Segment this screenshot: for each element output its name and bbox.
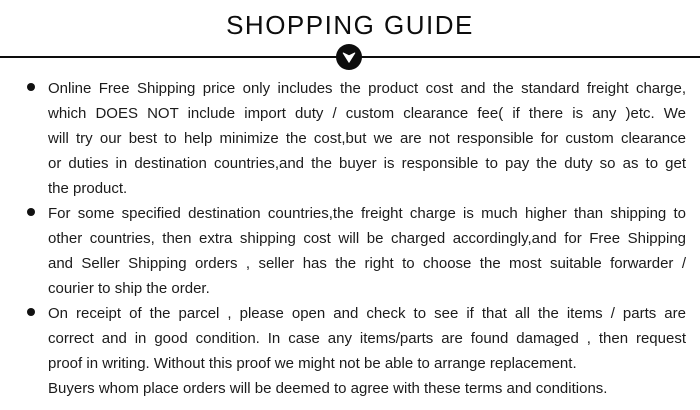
list-item <box>48 201 686 301</box>
header <box>0 0 700 42</box>
bullet-icon <box>27 208 35 216</box>
title-divider <box>0 43 700 71</box>
chevron-down-icon <box>336 44 362 70</box>
page-title: SHOPPING GUIDE <box>226 10 474 40</box>
guide-text-line: and Seller Shipping orders , seller has the right to choose the most suitable forwarder / <box>48 255 686 272</box>
guide-text-line: courier to ship the order. <box>48 280 210 297</box>
bullet-icon <box>27 83 35 91</box>
guide-text-line: Buyers whom place orders will be deemed to agree with these terms and conditions. <box>48 380 608 397</box>
guide-text-line: will try our best to help minimize the cost,but we are not responsible for custom clearance <box>48 130 686 147</box>
guide-list <box>0 76 700 401</box>
guide-text-line: For some specified destination countries,the freight charge is much higher than shipping to <box>48 205 686 222</box>
guide-text-line: proof in writing. Without this proof we might not be able to arrange replacement. <box>48 355 577 372</box>
list-item <box>48 301 686 401</box>
guide-text-line: the product. <box>48 180 128 197</box>
guide-text-line: other countries, then extra shipping cost will be charged accordingly,and for Free Shipping <box>48 230 686 247</box>
guide-text-line: On receipt of the parcel , please open and check to see if that all the items / parts are <box>48 305 686 322</box>
guide-text-line: correct and in good condition. In case any items/parts are found damaged , then request <box>48 330 686 347</box>
guide-text-line: or duties in destination countries,and the buyer is responsible to pay the duty so as to get <box>48 155 686 172</box>
list-item <box>48 76 686 201</box>
bullet-icon <box>27 308 35 316</box>
guide-text-line: Online Free Shipping price only includes the product cost and the standard freight charge, <box>48 80 686 97</box>
guide-text-line: which DOES NOT include import duty / custom clearance fee( if there is any )etc. We <box>48 105 686 122</box>
